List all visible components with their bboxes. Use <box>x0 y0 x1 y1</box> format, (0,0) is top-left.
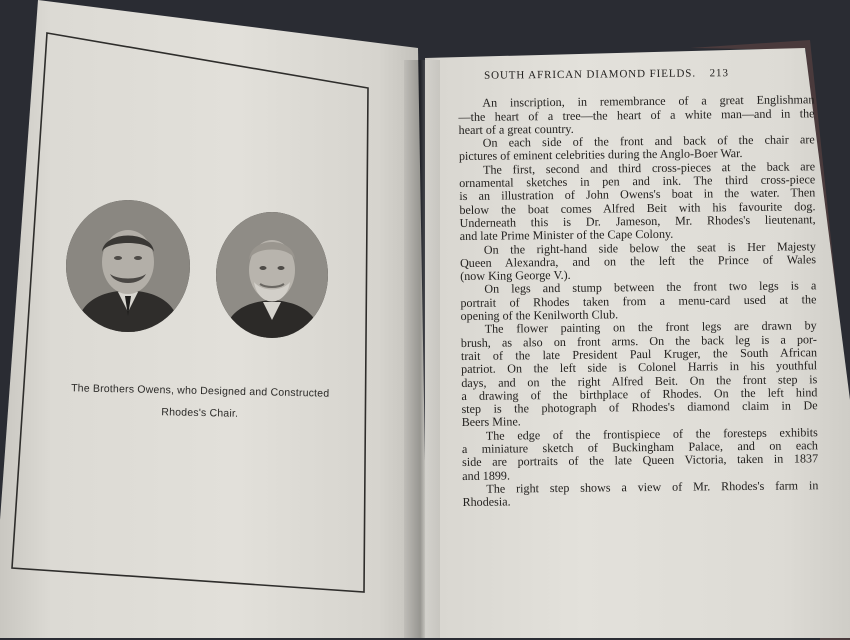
text-line: Rhodesia. <box>462 494 511 510</box>
text-line: The right step shows a view of Mr. Rhodes's farm in <box>486 478 819 496</box>
text-line: opening of the Kenilworth Club. <box>460 307 619 324</box>
page-number: 213 <box>709 67 729 80</box>
text-line: brush, as also on front arms. On the back leg is a por- <box>460 331 817 350</box>
body-text <box>458 94 818 510</box>
text-line: —the heart of a tree—the heart of a white man—and in the <box>458 105 815 124</box>
man-portrait-icon <box>216 212 328 338</box>
text-line: heart of a great country. <box>458 121 574 137</box>
page-text <box>458 66 819 509</box>
book-gutter <box>404 60 440 638</box>
text-line: trait of the late President Paul Kruger, the South African <box>460 345 818 363</box>
text-line: An inscription, in remembrance of a great Englishman <box>482 92 815 111</box>
running-head <box>458 66 814 83</box>
text-line: is an illustration of John Owens's boat in the water. Then <box>459 185 816 204</box>
text-line: The flower painting on the front legs are drawn by <box>484 318 817 337</box>
text-line: On legs and stump between the front two legs is a <box>484 278 817 297</box>
text-line: and late Prime Minister of the Cape Colony. <box>459 227 674 244</box>
text-line: and 1899. <box>462 468 511 483</box>
text-line: patriot. On the left side is Colonel Harris in his youthful <box>461 358 818 377</box>
text-line: On the right-hand side below the seat is Her Majesty <box>483 238 816 257</box>
text-line: below the boat comes Alfred Beit with his favourite dog. <box>459 198 816 217</box>
caption-line: The Brothers Owens, who Designed and Constructed <box>71 382 330 400</box>
text-line: a miniature sketch of Buckingham Palace, and on each <box>461 438 819 456</box>
portrait-photo-left <box>66 200 190 332</box>
text-line: Queen Alexandra, and on the left the Prince of Wales <box>459 252 817 270</box>
caption-line: Rhodes's Chair. <box>161 406 239 420</box>
text-line: Beers Mine. <box>461 414 521 430</box>
text-line: The first, second and third cross-pieces at the back are <box>482 159 816 177</box>
text-line: days, and on the right Alfred Beit. On the front step is <box>461 371 818 390</box>
text-line: Underneath this is Dr. Jameson, Mr. Rhodes's lieutenant, <box>459 212 816 230</box>
text-line: side are portraits of the late Queen Victoria, taken in 1837 <box>462 451 819 470</box>
running-head-title: SOUTH AFRICAN DIAMOND FIELDS. <box>483 67 697 82</box>
text-line: portrait of Rhodes taken from a menu-card used at the <box>460 292 817 310</box>
text-line: ornamental sketches in pen and ink. The third cross-piece <box>459 172 816 191</box>
text-line: step is the photograph of Rhodes's diamond claim in De <box>461 398 818 417</box>
text-line: pictures of eminent celebrities during the Anglo-Boer War. <box>458 146 743 164</box>
plate-caption <box>40 377 361 428</box>
text-line: a drawing of the birthplace of Rhodes. On the left hind <box>461 385 818 403</box>
text-line: The edge of the frontispiece of the foresteps exhibits <box>485 424 818 443</box>
man-portrait-icon <box>66 200 190 332</box>
text-line: (now King George V.). <box>460 267 571 284</box>
text-line: On each side of the front and back of the chair are <box>482 132 815 150</box>
portrait-photo-right <box>216 212 328 338</box>
